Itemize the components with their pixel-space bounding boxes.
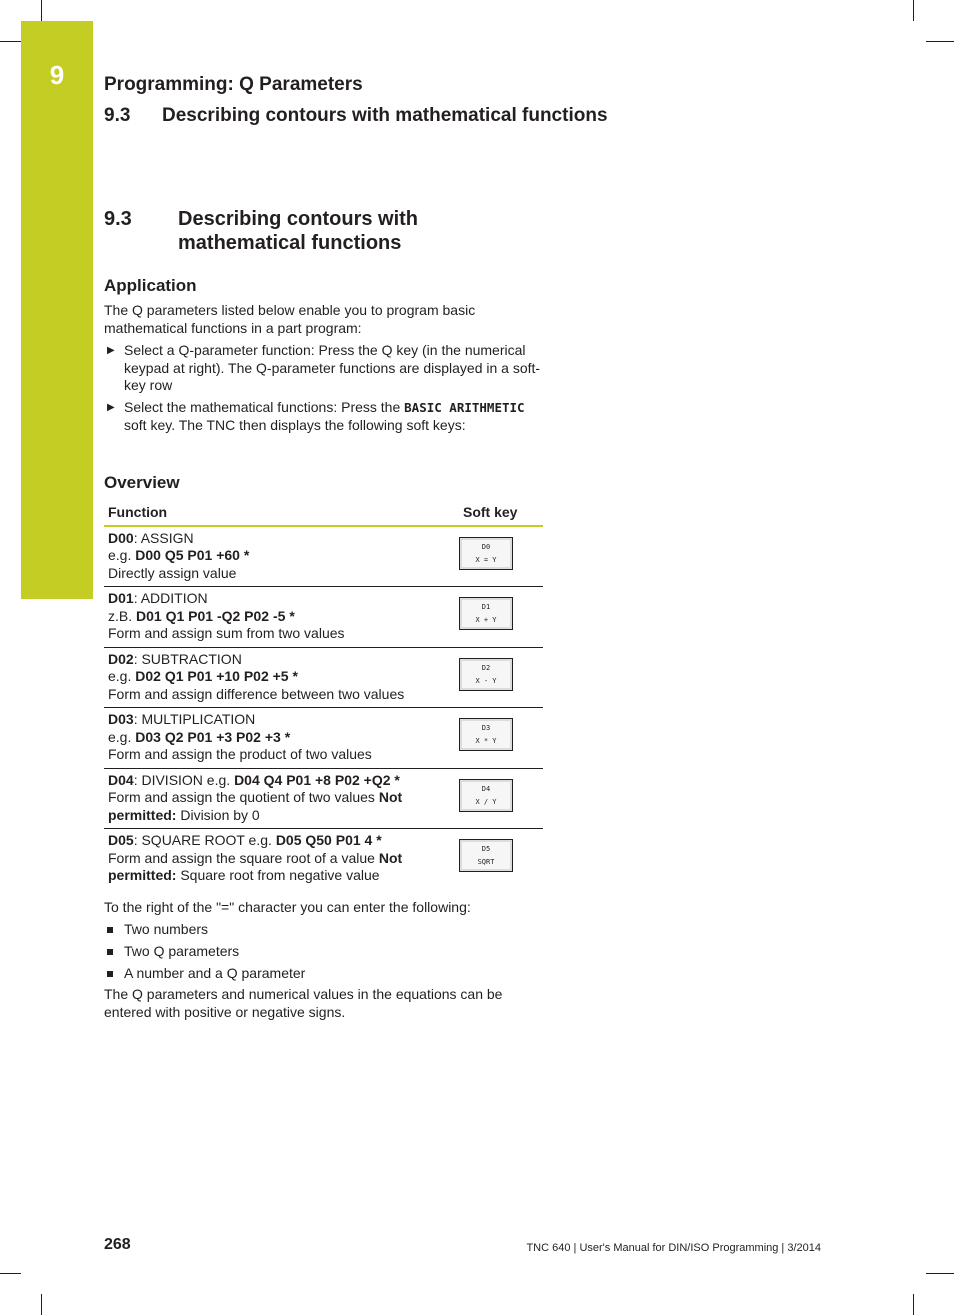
- example-prefix: e.g.: [108, 668, 136, 684]
- table-row: [104, 829, 543, 889]
- function-description: Form and assign sum from two values: [108, 625, 345, 641]
- function-name: : SQUARE ROOT e.g.: [133, 832, 276, 848]
- crop-mark: [913, 1294, 914, 1315]
- softkey-formula: X = Y: [475, 555, 497, 564]
- not-permitted-text: Square root from negative value: [176, 867, 380, 883]
- example-prefix: z.B.: [108, 607, 137, 624]
- crop-mark: [41, 1294, 42, 1315]
- function-description: Form and assign the product of two values: [108, 746, 372, 762]
- bullet-text: Two numbers: [124, 921, 209, 937]
- column-header-softkey: Soft key: [459, 502, 543, 526]
- function-code: D04: [108, 771, 134, 788]
- softkey-formula: SQRT: [477, 858, 495, 866]
- function-name: : DIVISION e.g.: [133, 771, 235, 788]
- footer-text: TNC 640 | User's Manual for DIN/ISO Programming | 3/2014: [526, 1242, 821, 1254]
- example-code: D05 Q50 P01 4 *: [275, 832, 382, 848]
- list-item: [104, 943, 544, 961]
- square-bullet-icon: [107, 927, 113, 933]
- function-description: Directly assign value: [108, 564, 237, 581]
- square-bullet-icon: [107, 971, 113, 977]
- running-header-chapter: Programming: Q Parameters: [104, 74, 363, 95]
- overview-table: [104, 502, 543, 889]
- softkey-cell: [459, 768, 543, 829]
- crop-mark: [913, 0, 914, 21]
- function-cell: [104, 526, 459, 587]
- list-item: [104, 965, 544, 983]
- table-row: [104, 708, 543, 769]
- function-cell: [104, 829, 459, 889]
- list-item: [104, 342, 544, 395]
- function-cell: [104, 587, 459, 648]
- function-description: Form and assign the square root of a value: [108, 849, 379, 866]
- not-permitted-text: Division by 0: [176, 806, 260, 823]
- triangle-bullet-icon: ▶: [107, 345, 115, 356]
- function-name: : MULTIPLICATION: [133, 711, 256, 727]
- list-item: [104, 921, 544, 939]
- softkey-cell: [459, 708, 543, 769]
- softkey-formula: X * Y: [475, 737, 497, 745]
- crop-mark: [926, 41, 954, 42]
- function-name: : ADDITION: [133, 590, 208, 606]
- running-header-section: [104, 105, 608, 127]
- bullet-text: Two Q parameters: [124, 943, 240, 959]
- crop-mark: [41, 0, 42, 21]
- function-cell: [104, 708, 459, 769]
- softkey-cell: [459, 829, 543, 889]
- running-header-section-title: Describing contours with mathematical functions: [162, 105, 608, 126]
- not-permitted-label: Not permitted:: [108, 849, 403, 883]
- section-number: 9.3: [104, 208, 132, 230]
- table-row: [104, 768, 543, 829]
- running-header-section-number: 9.3: [104, 105, 131, 126]
- softkey-label: D4: [481, 784, 491, 793]
- softkey-d5[interactable]: [459, 839, 513, 872]
- function-code: D05: [108, 832, 134, 848]
- triangle-bullet-icon: ▶: [107, 402, 115, 413]
- overview-heading: Overview: [104, 473, 180, 492]
- softkey-label: D2: [481, 663, 491, 672]
- example-code: D02 Q1 P01 +10 P02 +5 *: [135, 668, 298, 684]
- example-prefix: e.g.: [108, 728, 136, 745]
- example-code: D00 Q5 P01 +60 *: [135, 547, 250, 563]
- softkey-label: D1: [481, 603, 491, 611]
- bullet-text-post: soft key. The TNC then displays the following soft keys:: [124, 416, 466, 433]
- table-row: [104, 647, 543, 708]
- softkey-cell: [459, 587, 543, 648]
- softkey-d3[interactable]: [459, 718, 513, 751]
- function-name: : ASSIGN: [133, 529, 194, 546]
- function-code: D03: [108, 711, 134, 727]
- function-cell: [104, 768, 459, 829]
- not-permitted-label: Not permitted:: [108, 789, 403, 823]
- softkey-formula: X - Y: [475, 676, 497, 685]
- softkey-formula: X / Y: [475, 797, 497, 806]
- table-row: [104, 526, 543, 587]
- example-code: D04 Q4 P01 +8 P02 +Q2 *: [234, 771, 400, 788]
- page-number: 268: [104, 1236, 131, 1253]
- softkey-d0[interactable]: [459, 537, 513, 570]
- list-item: [104, 399, 544, 434]
- closing-paragraph: The Q parameters and numerical values in the equations can be entered with positive or negative signs.: [104, 986, 503, 1020]
- example-code: D01 Q1 P01 -Q2 P02 -5 *: [136, 607, 295, 624]
- function-code: D00: [108, 529, 134, 546]
- chapter-tab: [21, 21, 93, 599]
- softkey-cell: [459, 526, 543, 587]
- example-code: D03 Q2 P01 +3 P02 +3 *: [135, 728, 291, 745]
- softkey-name: BASIC ARITHMETIC: [404, 400, 525, 415]
- square-bullet-icon: [107, 949, 113, 955]
- softkey-cell: [459, 647, 543, 708]
- column-header-function: Function: [104, 502, 459, 526]
- softkey-label: D3: [481, 724, 491, 732]
- table-row: [104, 587, 543, 648]
- application-intro: The Q parameters listed below enable you to program basic mathematical functions in a part program:: [104, 302, 476, 336]
- softkey-d2[interactable]: [459, 658, 513, 691]
- function-code: D01: [108, 590, 134, 606]
- bullet-text-pre: Select the mathematical functions: Press the: [124, 399, 405, 415]
- crop-mark: [926, 1273, 954, 1274]
- function-description: Form and assign difference between two values: [108, 685, 405, 702]
- crop-mark: [0, 1273, 21, 1274]
- bullet-text: A number and a Q parameter: [124, 965, 306, 981]
- softkey-label: D5: [481, 845, 491, 853]
- crop-mark: [0, 41, 21, 42]
- function-cell: [104, 647, 459, 708]
- example-prefix: e.g.: [108, 547, 136, 563]
- softkey-formula: X + Y: [475, 616, 497, 624]
- softkey-d1[interactable]: [459, 597, 513, 630]
- section-title: Describing contours with mathematical functions: [178, 208, 419, 254]
- function-description: Form and assign the quotient of two values: [108, 789, 379, 805]
- bullet-text: Select a Q-parameter function: Press the Q key (in the numerical keypad at right). The Q-parameter functions are displayed in a soft-key row: [124, 342, 541, 393]
- equation-intro: To the right of the "=" character you can enter the following:: [104, 899, 471, 915]
- function-name: : SUBTRACTION: [133, 650, 242, 667]
- function-code: D02: [108, 650, 134, 667]
- chapter-number: 9: [49, 60, 65, 90]
- softkey-label: D0: [481, 542, 491, 551]
- application-heading: Application: [104, 276, 197, 295]
- softkey-d4[interactable]: [459, 779, 513, 812]
- table-header-row: [104, 502, 543, 526]
